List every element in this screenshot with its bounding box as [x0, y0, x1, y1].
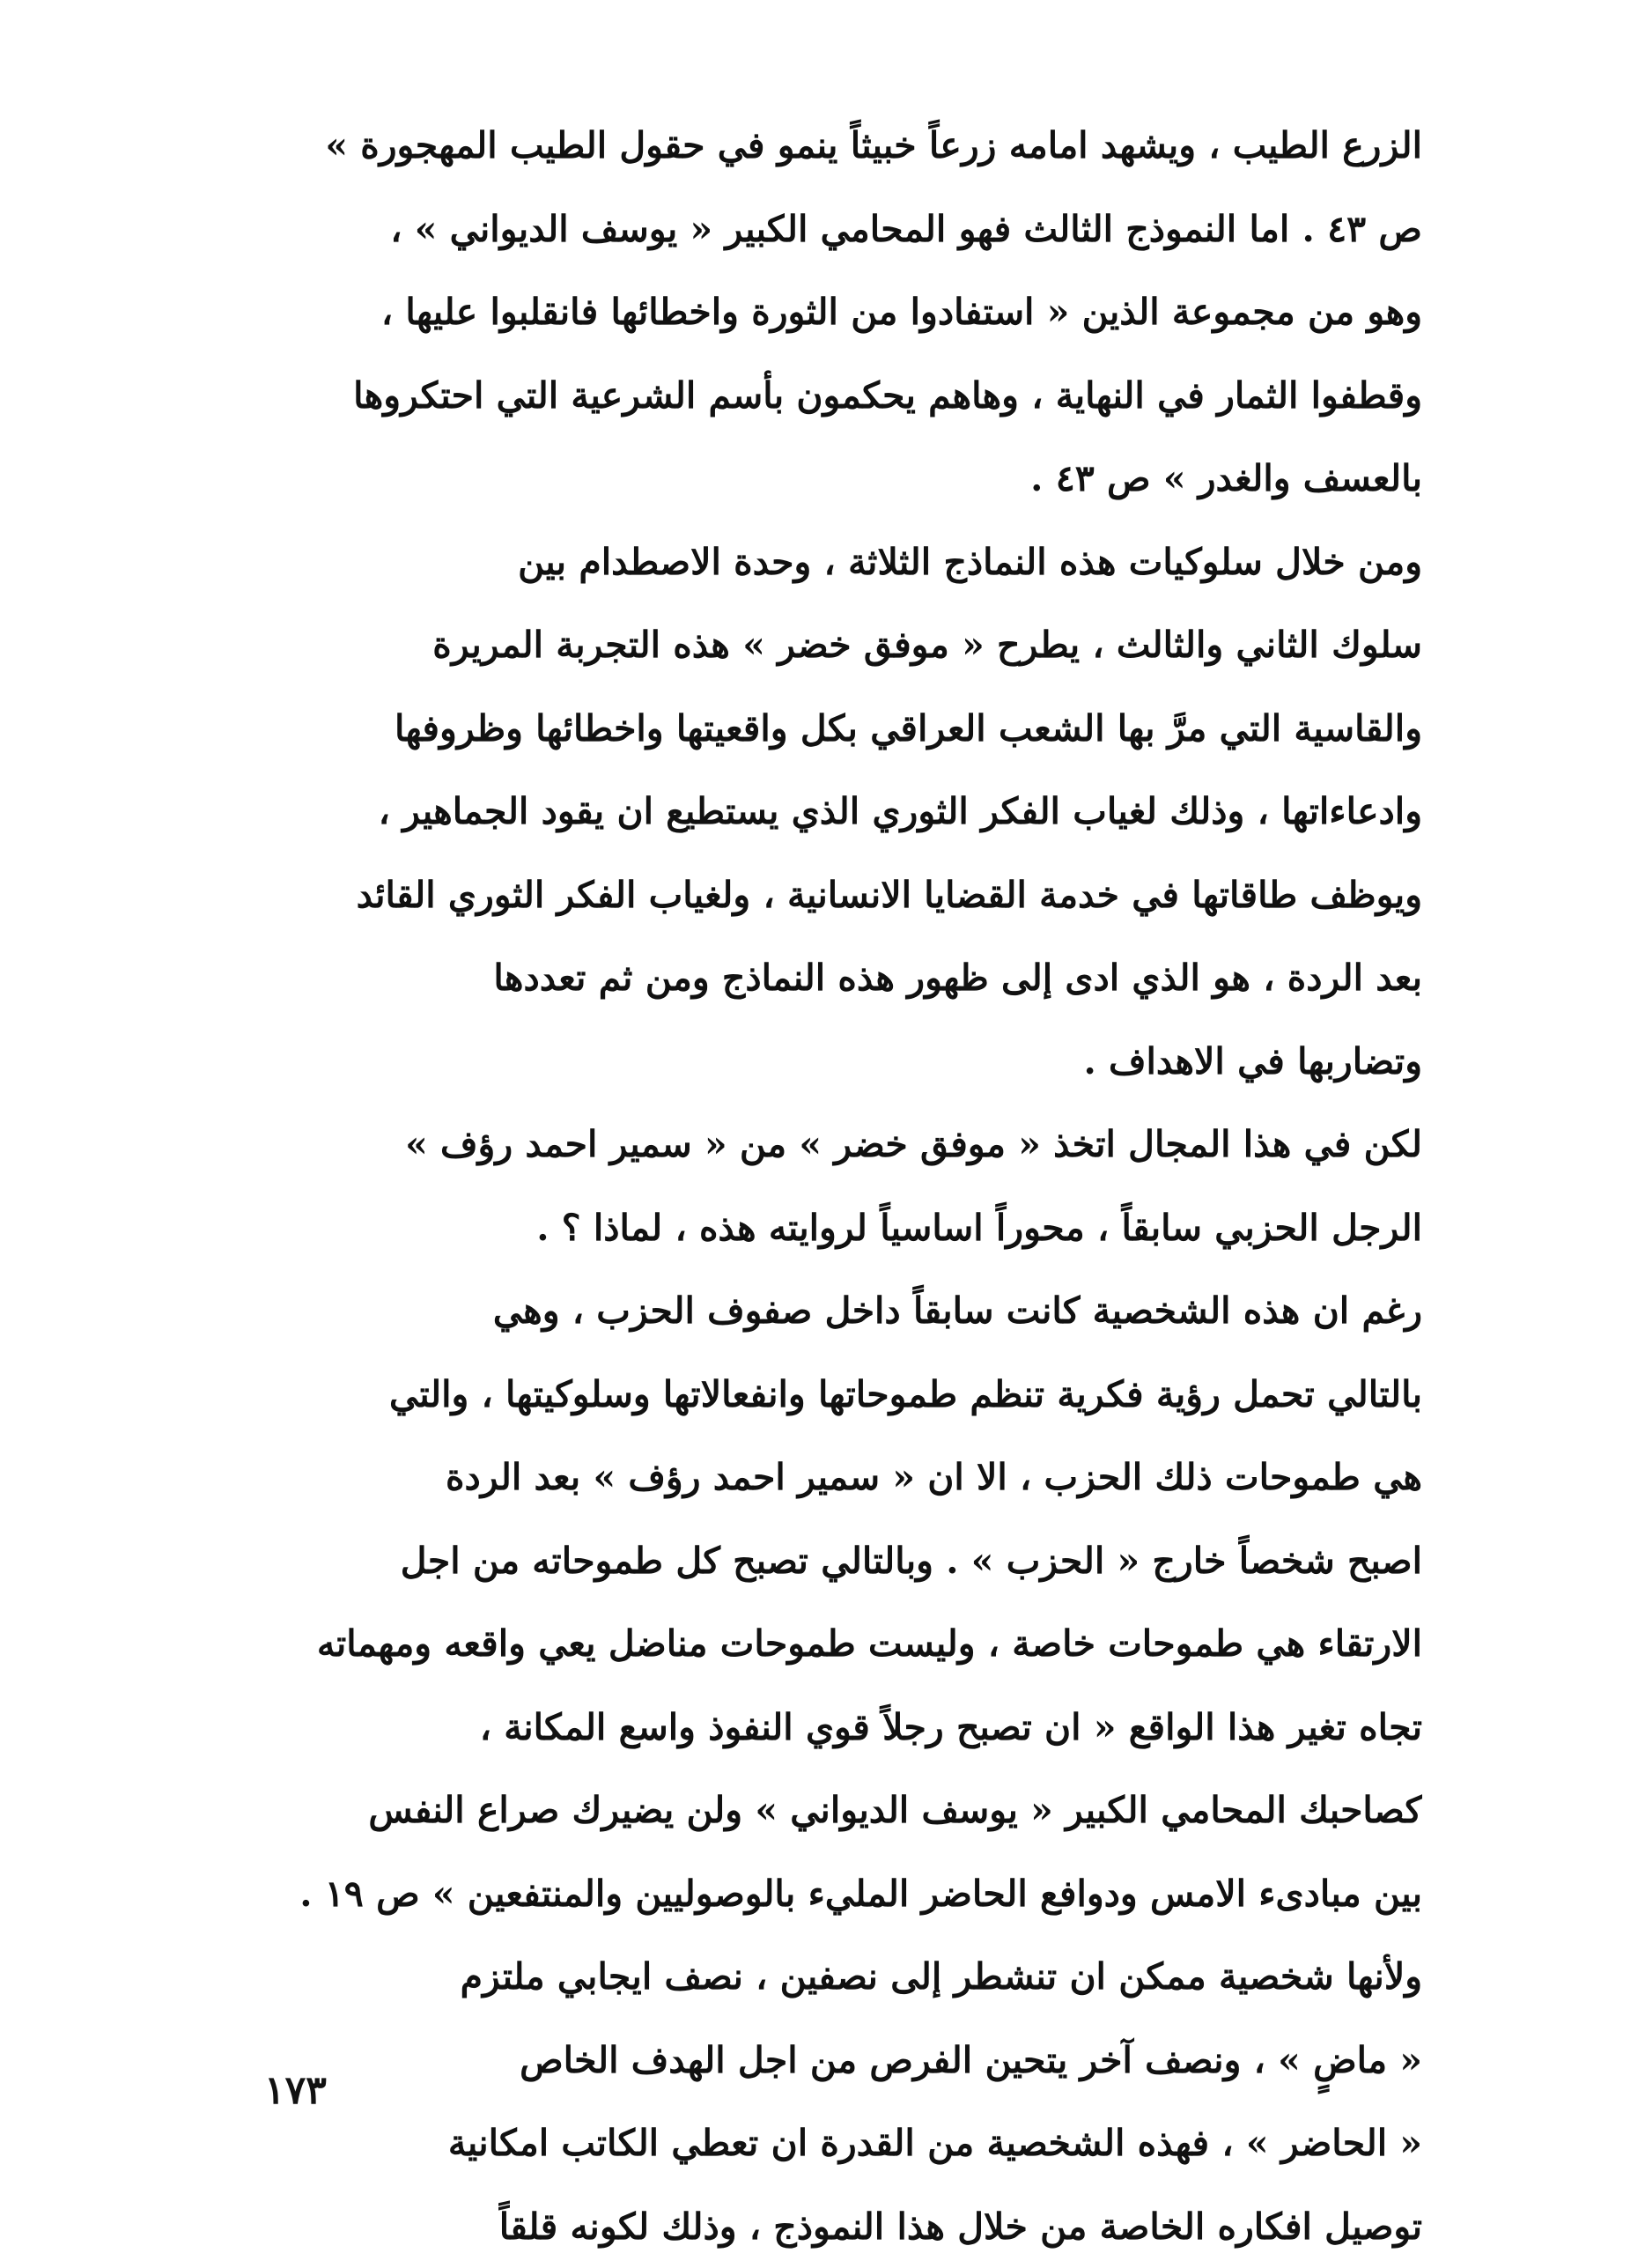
- text-line: وهو من مجموعة الذين « استفادوا من الثورة واخطائها فانقلبوا عليها ،: [225, 270, 1422, 354]
- text-line: هي طموحات ذلك الحزب ، الا ان « سمير احمد رؤف » بعد الردة: [225, 1436, 1422, 1519]
- text-line: بالعسف والغدر » ص ٤٣ .: [225, 437, 1422, 521]
- text-line: ولأنها شخصية ممكن ان تنشطر إلى نصفين ، نصف ايجابي ملتزم: [225, 1935, 1422, 2019]
- text-line: الارتقاء هي طموحات خاصة ، وليست طموحات مناضل يعي واقعه ومهماته: [225, 1602, 1422, 1686]
- text-line: ومن خلال سلوكيات هذه النماذج الثلاثة ، وحدة الاصطدام بين: [225, 521, 1422, 604]
- text-line: بعد الردة ، هو الذي ادى إلى ظهور هذه النماذج ومن ثم تعددها: [225, 936, 1422, 1020]
- text-line: تجاه تغير هذا الواقع « ان تصبح رجلاً قوي النفوذ واسع المكانة ،: [225, 1686, 1422, 1769]
- page-number: ١٧٣: [264, 2068, 327, 2113]
- text-line: بالتالي تحمل رؤية فكرية تنظم طموحاتها وانفعالاتها وسلوكيتها ، والتي: [225, 1353, 1422, 1437]
- text-line: بين مبادىء الامس ودوافع الحاضر المليء بالوصوليين والمنتفعين » ص ١٩ .: [225, 1852, 1422, 1936]
- text-line: رغم ان هذه الشخصية كانت سابقاً داخل صفوف الحزب ، وهي: [225, 1269, 1422, 1353]
- text-line: لكن في هذا المجال اتخذ « موفق خضر » من « سمير احمد رؤف »: [225, 1103, 1422, 1186]
- text-line: ويوظف طاقاتها في خدمة القضايا الانسانية ، ولغياب الفكر الثوري القائد: [225, 853, 1422, 937]
- text-line: توصيل افكاره الخاصة من خلال هذا النموذج ، وذلك لكونه قلقاً: [225, 2185, 1422, 2268]
- text-line: « الحاضر » ، فهذه الشخصية من القدرة ان تعطي الكاتب امكانية: [225, 2102, 1422, 2185]
- text-line: اصبح شخصاً خارج « الحزب » . وبالتالي تصبح كل طموحاته من اجل: [225, 1519, 1422, 1603]
- text-line: وتضاربها في الاهداف .: [225, 1020, 1422, 1104]
- text-line: ص ٤٣ . اما النموذج الثالث فهو المحامي الكبير « يوسف الديواني » ،: [225, 188, 1422, 271]
- text-line: وقطفوا الثمار في النهاية ، وهاهم يحكمون بأسم الشرعية التي احتكروها: [225, 354, 1422, 438]
- text-line: سلوك الثاني والثالث ، يطرح « موفق خضر » هذه التجربة المريرة: [225, 603, 1422, 687]
- text-line: كصاحبك المحامي الكبير « يوسف الديواني » ولن يضيرك صراع النفس: [225, 1769, 1422, 1852]
- text-line: والقاسية التي مرَّ بها الشعب العراقي بكل واقعيتها واخطائها وظروفها: [225, 687, 1422, 771]
- body-text: [225, 104, 1422, 2268]
- text-line: وادعاءاتها ، وذلك لغياب الفكر الثوري الذي يستطيع ان يقود الجماهير ،: [225, 770, 1422, 853]
- text-line: « ماضٍ » ، ونصف آخر يتحين الفرص من اجل الهدف الخاص: [225, 2019, 1422, 2102]
- text-line: الزرع الطيب ، ويشهد امامه زرعاً خبيثاً ينمو في حقول الطيب المهجورة »: [225, 104, 1422, 188]
- text-line: الرجل الحزبي سابقاً ، محوراً اساسياً لروايته هذه ، لماذا ؟ .: [225, 1186, 1422, 1270]
